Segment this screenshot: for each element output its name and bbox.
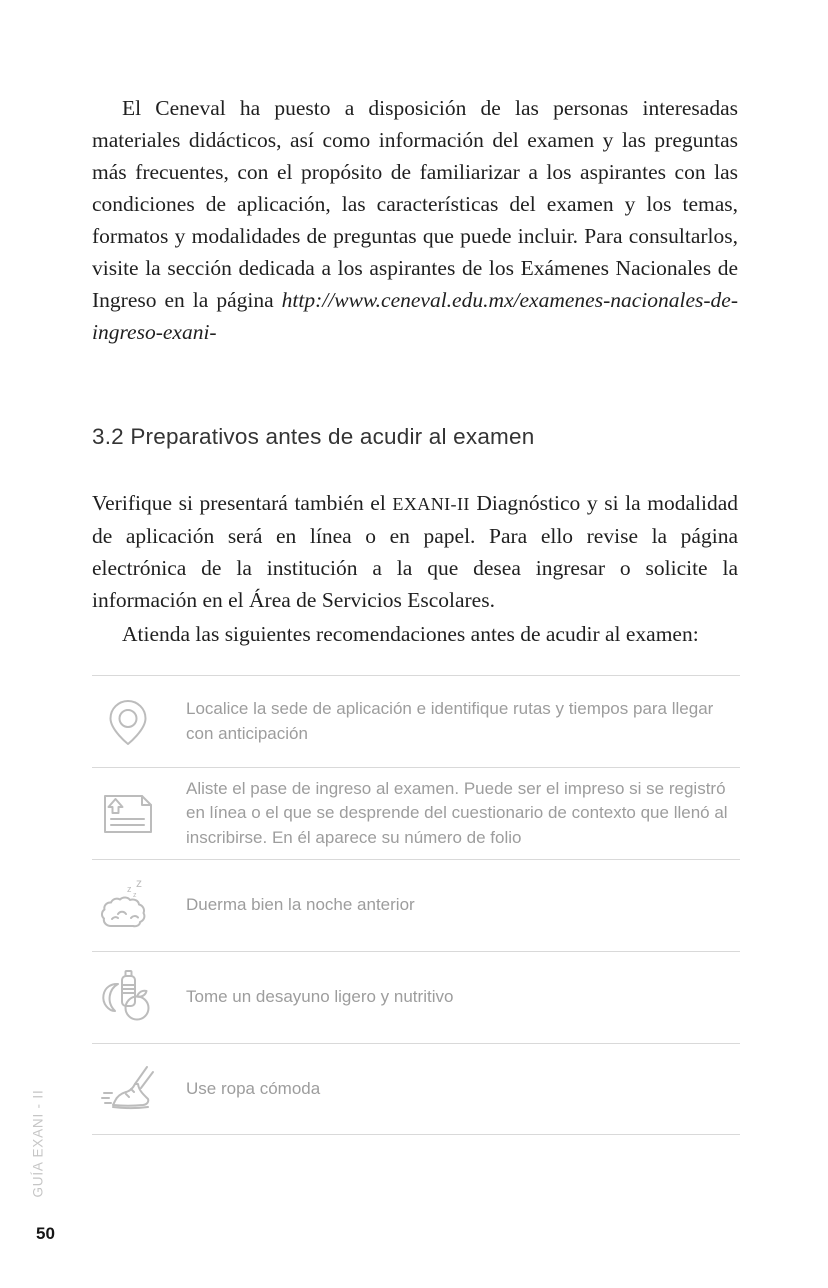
admission-pass-document-icon — [98, 784, 158, 844]
list-item — [92, 859, 740, 951]
page-number: 50 — [36, 1224, 55, 1243]
list-item-text: Use ropa cómoda — [186, 1078, 321, 1098]
list-item-text: Aliste el pase de ingreso al examen. Puede ser el impreso si se registró en línea o el que se desprende del cuestionario de contexto que llenó al inscribirse. En él aparece su número de folio — [186, 778, 728, 847]
verify-paragraph-before: Verifique si presentará también el — [92, 491, 393, 515]
list-item-text: Tome un desayuno ligero y nutritivo — [186, 987, 454, 1007]
verify-paragraph-after: Diagnóstico y si la modalidad de aplicación será en línea o en papel. Para ello revise la página electrónica de la institución a la que desea ingresar o solicite la información en el Área de Servicios Escolares. — [92, 491, 738, 612]
healthy-breakfast-icon — [98, 968, 158, 1028]
list-item — [92, 767, 740, 859]
svg-text:z: z — [133, 891, 137, 899]
svg-text:z: z — [127, 883, 132, 894]
running-shoe-icon — [98, 1059, 158, 1119]
ceneval-url-text: http://www.ceneval.edu.mx/examenes-nacionales-de-ingreso-exani- — [92, 288, 738, 344]
list-item — [92, 951, 740, 1043]
intro-paragraph — [92, 92, 738, 348]
exani-ii-smallcaps: EXANI-II — [392, 494, 470, 514]
list-item-text: Duerma bien la noche anterior — [186, 895, 415, 915]
sidebar-guide-label-text: GUÍA EXANI - II — [30, 1088, 46, 1198]
list-item — [92, 675, 740, 767]
sleeping-brain-icon — [98, 876, 158, 936]
list-item — [92, 1043, 740, 1135]
sidebar-guide-label — [12, 1078, 64, 1208]
svg-text:z: z — [136, 875, 142, 890]
intro-paragraph-text: El Ceneval ha puesto a disposición de las personas interesadas materiales didácticos, así como información del examen y las preguntas más frecuentes, con el propósito de familiarizar a los aspirantes con las condiciones de aplicación, las características del examen y los temas, formatos y modalidades de preguntas que puede incluir. Para consultarlos, visite la sección dedicada a los aspirantes de los Exámenes Nacionales de Ingreso en la página — [92, 96, 738, 312]
verify-paragraph — [92, 487, 738, 616]
location-pin-icon — [98, 692, 158, 752]
recommendations-list — [92, 675, 740, 1135]
recommendations-intro: Atienda las siguientes recomendaciones antes de acudir al examen: — [122, 622, 699, 646]
section-heading: 3.2 Preparativos antes de acudir al examen — [92, 424, 535, 449]
list-item-text: Localice la sede de aplicación e identifique rutas y tiempos para llegar con anticipación — [186, 699, 714, 743]
